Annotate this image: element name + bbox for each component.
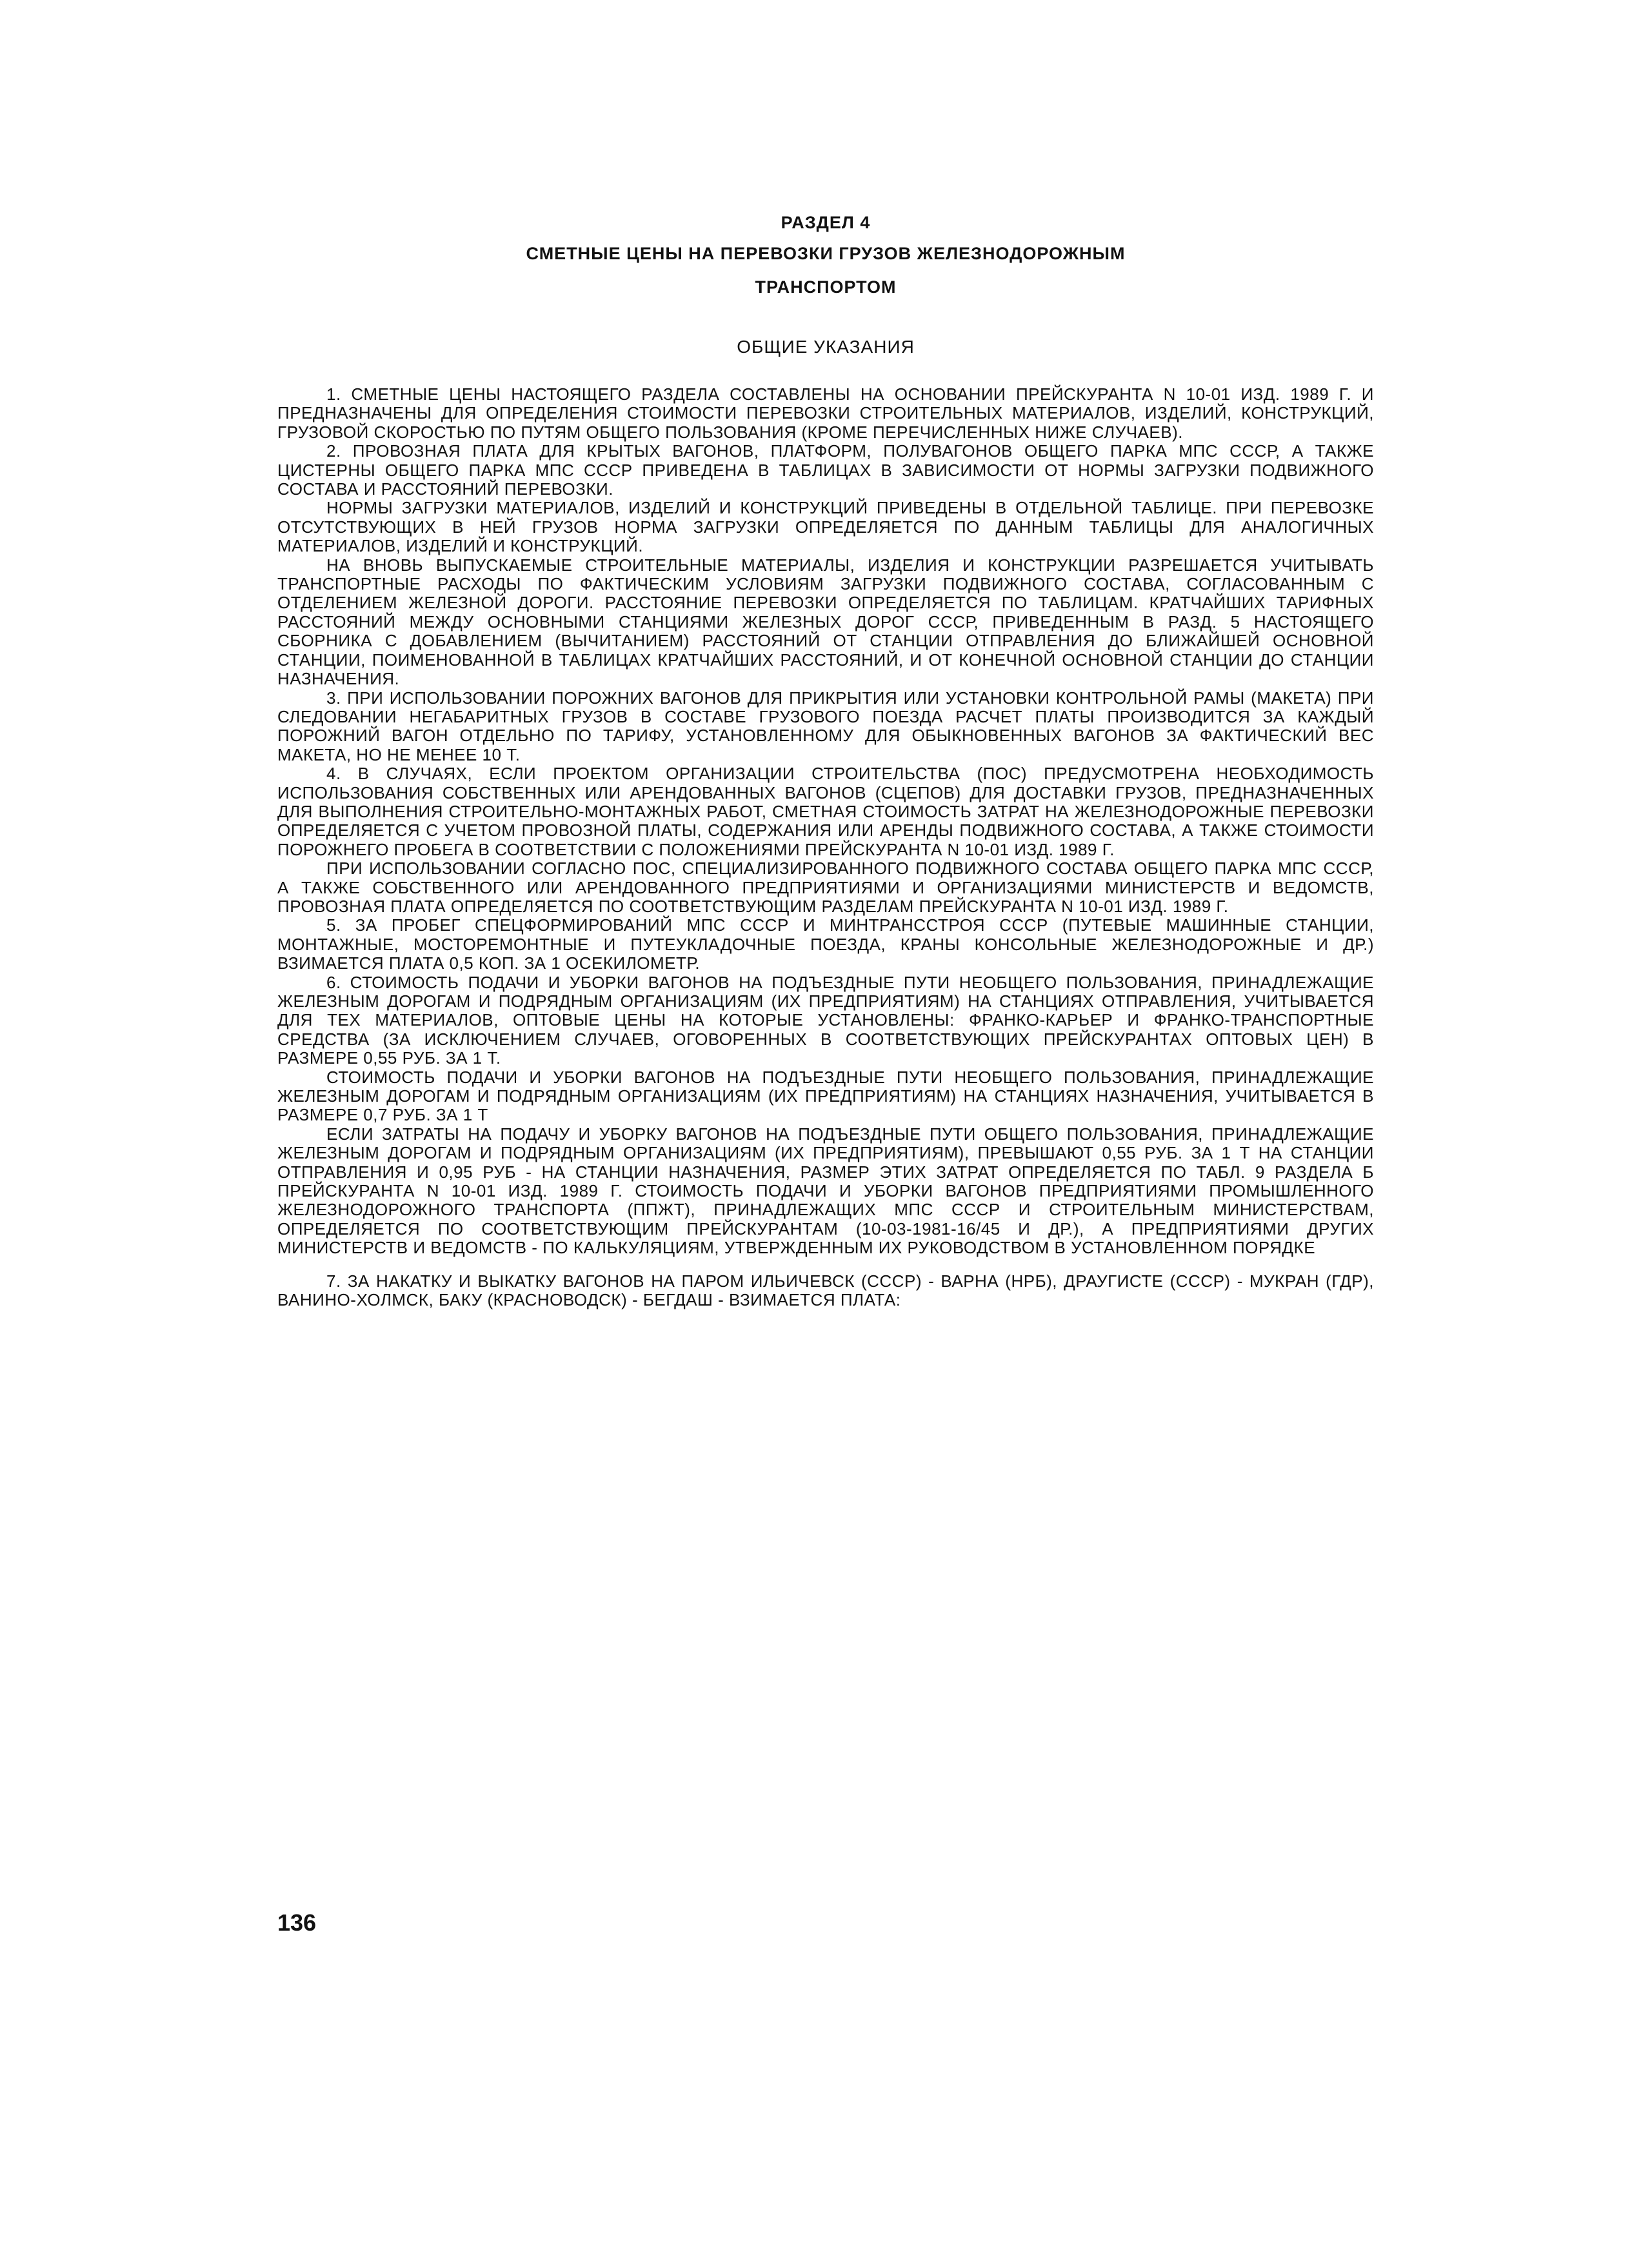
body-text [277,385,1374,1310]
paragraph-7: 7. ЗА НАКАТКУ И ВЫКАТКУ ВАГОНОВ НА ПАРОМ ИЛЬИЧЕВСК (СССР) - ВАРНА (НРБ), ДРАУГИСТЕ (СССР) - МУКРАН (ГДР), ВАНИНО-ХОЛМСК, БАКУ (КРАСНОВОДСК) - БЕГДАШ - ВЗИМАЕТСЯ ПЛАТА: [277,1271,1374,1310]
paragraph-5: 5. ЗА ПРОБЕГ СПЕЦФОРМИРОВАНИЙ МПС СССР И МИНТРАНССТРОЯ СССР (ПУТЕВЫЕ МАШИННЫЕ СТАНЦИИ, МОНТАЖНЫЕ, МОСТОРЕМОНТНЫЕ И ПУТЕУКЛАДОЧНЫЕ ПОЕЗДА, КРАНЫ КОНСОЛЬНЫЕ ЖЕЛЕЗНОДОРОЖНЫЕ И ДР.) ВЗИМАЕТСЯ ПЛАТА 0,5 КОП. ЗА 1 ОСЕКИЛОМЕТР. [277,915,1374,973]
section-heading: РАЗДЕЛ 4 [781,213,871,232]
general-instructions-heading: ОБЩИЕ УКАЗАНИЯ [737,337,915,357]
paragraph-2: 2. ПРОВОЗНАЯ ПЛАТА ДЛЯ КРЫТЫХ ВАГОНОВ, ПЛАТФОРМ, ПОЛУВАГОНОВ ОБЩЕГО ПАРКА МПС СССР, А ТАКЖЕ ЦИСТЕРНЫ ОБЩЕГО ПАРКА МПС СССР ПРИВЕДЕНА В ТАБЛИЦАХ В ЗАВИСИМОСТИ ОТ НОРМЫ ЗАГРУЗКИ ПОДВИЖНОГО СОСТАВА И РАССТОЯНИЙ ПЕРЕВОЗКИ. [277,441,1374,499]
paragraph-6-destination: СТОИМОСТЬ ПОДАЧИ И УБОРКИ ВАГОНОВ НА ПОДЪЕЗДНЫЕ ПУТИ НЕОБЩЕГО ПОЛЬЗОВАНИЯ, ПРИНАДЛЕЖАЩИЕ ЖЕЛЕЗНЫМ ДОРОГАМ И ПОДРЯДНЫМ ОРГАНИЗАЦИЯМ (ИХ ПРЕДПРИЯТИЯМ) НА СТАНЦИЯХ НАЗНАЧЕНИЯ, УЧИТЫВАЕТСЯ В РАЗМЕРЕ 0,7 РУБ. ЗА 1 Т [277,1067,1374,1125]
section-title-line-1: СМЕТНЫЕ ЦЕНЫ НА ПЕРЕВОЗКИ ГРУЗОВ ЖЕЛЕЗНОДОРОЖНЫМ [526,244,1126,263]
paragraph-2-norms: НОРМЫ ЗАГРУЗКИ МАТЕРИАЛОВ, ИЗДЕЛИЙ И КОНСТРУКЦИЙ ПРИВЕДЕНЫ В ОТДЕЛЬНОЙ ТАБЛИЦЕ. ПРИ ПЕРЕВОЗКЕ ОТСУТСТВУЮЩИХ В НЕЙ ГРУЗОВ НОРМА ЗАГРУЗКИ ОПРЕДЕЛЯЕТСЯ ПО ДАННЫМ ТАБЛИЦЫ ДЛЯ АНАЛОГИЧНЫХ МАТЕРИАЛОВ, ИЗДЕЛИЙ И КОНСТРУКЦИЙ. [277,498,1374,556]
paragraph-1: 1. СМЕТНЫЕ ЦЕНЫ НАСТОЯЩЕГО РАЗДЕЛА СОСТАВЛЕНЫ НА ОСНОВАНИИ ПРЕЙСКУРАНТА N 10-01 ИЗД. 1989 Г. И ПРЕДНАЗНАЧЕНЫ ДЛЯ ОПРЕДЕЛЕНИЯ СТОИМОСТИ ПЕРЕВОЗКИ СТРОИТЕЛЬНЫХ МАТЕРИАЛОВ, ИЗДЕЛИЙ, КОНСТРУКЦИЙ, ГРУЗОВОЙ СКОРОСТЬЮ ПО ПУТЯМ ОБЩЕГО ПОЛЬЗОВАНИЯ (КРОМЕ ПЕРЕЧИСЛЕННЫХ НИЖЕ СЛУЧАЕВ). [277,384,1374,442]
paragraph-3: 3. ПРИ ИСПОЛЬЗОВАНИИ ПОРОЖНИХ ВАГОНОВ ДЛЯ ПРИКРЫТИЯ ИЛИ УСТАНОВКИ КОНТРОЛЬНОЙ РАМЫ (МАКЕТА) ПРИ СЛЕДОВАНИИ НЕГАБАРИТНЫХ ГРУЗОВ В СОСТАВЕ ГРУЗОВОГО ПОЕЗДА РАСЧЕТ ПЛАТЫ ПРОИЗВОДИТСЯ ЗА КАЖДЫЙ ПОРОЖНИЙ ВАГОН ОТДЕЛЬНО ПО ТАРИФУ, УСТАНОВЛЕННОМУ ДЛЯ ОБЫКНОВЕННЫХ ВАГОНОВ ЗА ФАКТИЧЕСКИЙ ВЕС МАКЕТА, НО НЕ МЕНЕЕ 10 Т. [277,688,1374,764]
paragraph-2-new-materials: НА ВНОВЬ ВЫПУСКАЕМЫЕ СТРОИТЕЛЬНЫЕ МАТЕРИАЛЫ, ИЗДЕЛИЯ И КОНСТРУКЦИИ РАЗРЕШАЕТСЯ УЧИТЫВАТЬ ТРАНСПОРТНЫЕ РАСХОДЫ ПО ФАКТИЧЕСКИМ УСЛОВИЯМ ЗАГРУЗКИ ПОДВИЖНОГО СОСТАВА, СОГЛАСОВАННЫМ С ОТДЕЛЕНИЕМ ЖЕЛЕЗНОЙ ДОРОГИ. РАССТОЯНИЕ ПЕРЕВОЗКИ ОПРЕДЕЛЯЕТСЯ ПО ТАБЛИЦАМ. КРАТЧАЙШИХ ТАРИФНЫХ РАССТОЯНИЙ МЕЖДУ ОСНОВНЫМИ СТАНЦИЯМИ ЖЕЛЕЗНЫХ ДОРОГ СССР, ПРИВЕДЕННЫМ В РАЗД. 5 НАСТОЯЩЕГО СБОРНИКА С ДОБАВЛЕНИЕМ (ВЫЧИТАНИЕМ) РАССТОЯНИЙ ОТ СТАНЦИИ ОТПРАВЛЕНИЯ ДО БЛИЖАЙШЕЙ ОСНОВНОЙ СТАНЦИИ, ПОИМЕНОВАННОЙ В ТАБЛИЦАХ КРАТЧАЙШИХ РАССТОЯНИЙ, И ОТ КОНЕЧНОЙ ОСНОВНОЙ СТАНЦИИ ДО СТАНЦИИ НАЗНАЧЕНИЯ. [277,555,1374,689]
paragraph-4-specialized: ПРИ ИСПОЛЬЗОВАНИИ СОГЛАСНО ПОС, СПЕЦИАЛИЗИРОВАННОГО ПОДВИЖНОГО СОСТАВА ОБЩЕГО ПАРКА МПС СССР, А ТАКЖЕ СОБСТВЕННОГО ИЛИ АРЕНДОВАННОГО ПРЕДПРИЯТИЯМИ И ОРГАНИЗАЦИЯМИ МИНИСТЕРСТВ И ВЕДОМСТВ, ПРОВОЗНАЯ ПЛАТА ОПРЕДЕЛЯЕТСЯ ПО СООТВЕТСТВУЮЩИМ РАЗДЕЛАМ ПРЕЙСКУРАНТА N 10-01 ИЗД. 1989 Г. [277,859,1374,916]
paragraph-4: 4. В СЛУЧАЯХ, ЕСЛИ ПРОЕКТОМ ОРГАНИЗАЦИИ СТРОИТЕЛЬСТВА (ПОС) ПРЕДУСМОТРЕНА НЕОБХОДИМОСТЬ ИСПОЛЬЗОВАНИЯ СОБСТВЕННЫХ ИЛИ АРЕНДОВАННЫХ ВАГОНОВ (СЦЕПОВ) ДЛЯ ДОСТАВКИ ГРУЗОВ, ПРЕДНАЗНАЧЕННЫХ ДЛЯ ВЫПОЛНЕНИЯ СТРОИТЕЛЬНО-МОНТАЖНЫХ РАБОТ, СМЕТНАЯ СТОИМОСТЬ ЗАТРАТ НА ЖЕЛЕЗНОДОРОЖНЫЕ ПЕРЕВОЗКИ ОПРЕДЕЛЯЕТСЯ С УЧЕТОМ ПРОВОЗНОЙ ПЛАТЫ, СОДЕРЖАНИЯ ИЛИ АРЕНДЫ ПОДВИЖНОГО СОСТАВА, А ТАКЖЕ СТОИМОСТИ ПОРОЖНЕГО ПРОБЕГА В СООТВЕТСТВИИ С ПОЛОЖЕНИЯМИ ПРЕЙСКУРАНТА N 10-01 ИЗД. 1989 Г. [277,764,1374,859]
page-number: 136 [277,1909,317,1936]
paragraph-6: 6. СТОИМОСТЬ ПОДАЧИ И УБОРКИ ВАГОНОВ НА ПОДЪЕЗДНЫЕ ПУТИ НЕОБЩЕГО ПОЛЬЗОВАНИЯ, ПРИНАДЛЕЖАЩИЕ ЖЕЛЕЗНЫМ ДОРОГАМ И ПОДРЯДНЫМ ОРГАНИЗАЦИЯМ (ИХ ПРЕДПРИЯТИЯМ) НА СТАНЦИЯХ ОТПРАВЛЕНИЯ, УЧИТЫВАЕТСЯ ДЛЯ ТЕХ МАТЕРИАЛОВ, ОПТОВЫЕ ЦЕНЫ НА КОТОРЫЕ УСТАНОВЛЕНЫ: ФРАНКО-КАРЬЕР И ФРАНКО-ТРАНСПОРТНЫЕ СРЕДСТВА (ЗА ИСКЛЮЧЕНИЕМ СЛУЧАЕВ, ОГОВОРЕННЫХ В СООТВЕТСТВУЮЩИХ ПРЕЙСКУРАНТАХ ОПТОВЫХ ЦЕН) В РАЗМЕРЕ 0,55 РУБ. ЗА 1 Т. [277,972,1374,1068]
paragraph-6-excess: ЕСЛИ ЗАТРАТЫ НА ПОДАЧУ И УБОРКУ ВАГОНОВ НА ПОДЪЕЗДНЫЕ ПУТИ ОБЩЕГО ПОЛЬЗОВАНИЯ, ПРИНАДЛЕЖАЩИЕ ЖЕЛЕЗНЫМ ДОРОГАМ И ПОДРЯДНЫМ ОРГАНИЗАЦИЯМ (ИХ ПРЕДПРИЯТИЯМ), ПРЕВЫШАЮТ 0,55 РУБ. ЗА 1 Т НА СТАНЦИИ ОТПРАВЛЕНИЯ И 0,95 РУБ - НА СТАНЦИИ НАЗНАЧЕНИЯ, РАЗМЕР ЭТИХ ЗАТРАТ ОПРЕДЕЛЯЕТСЯ ПО ТАБЛ. 9 РАЗДЕЛА Б ПРЕЙСКУРАНТА N 10-01 ИЗД. 1989 Г. СТОИМОСТЬ ПОДАЧИ И УБОРКИ ВАГОНОВ ПРЕДПРИЯТИЯМИ ПРОМЫШЛЕННОГО ЖЕЛЕЗНОДОРОЖНОГО ТРАНСПОРТА (ППЖТ), ПРИНАДЛЕЖАЩИХ МПС СССР И СТРОИТЕЛЬНЫМ МИНИСТЕРСТВАМ, ОПРЕДЕЛЯЕТСЯ ПО СООТВЕТСТВУЮЩИМ ПРЕЙСКУРАНТАМ (10-03-1981-16/45 И ДР.), А ПРЕДПРИЯТИЯМИ ДРУГИХ МИНИСТЕРСТВ И ВЕДОМСТВ - ПО КАЛЬКУЛЯЦИЯМ, УТВЕРЖДЕННЫМ ИХ РУКОВОДСТВОМ В УСТАНОВЛЕННОМ ПОРЯДКЕ [277,1124,1374,1258]
section-title-line-2: ТРАНСПОРТОМ [755,277,897,297]
